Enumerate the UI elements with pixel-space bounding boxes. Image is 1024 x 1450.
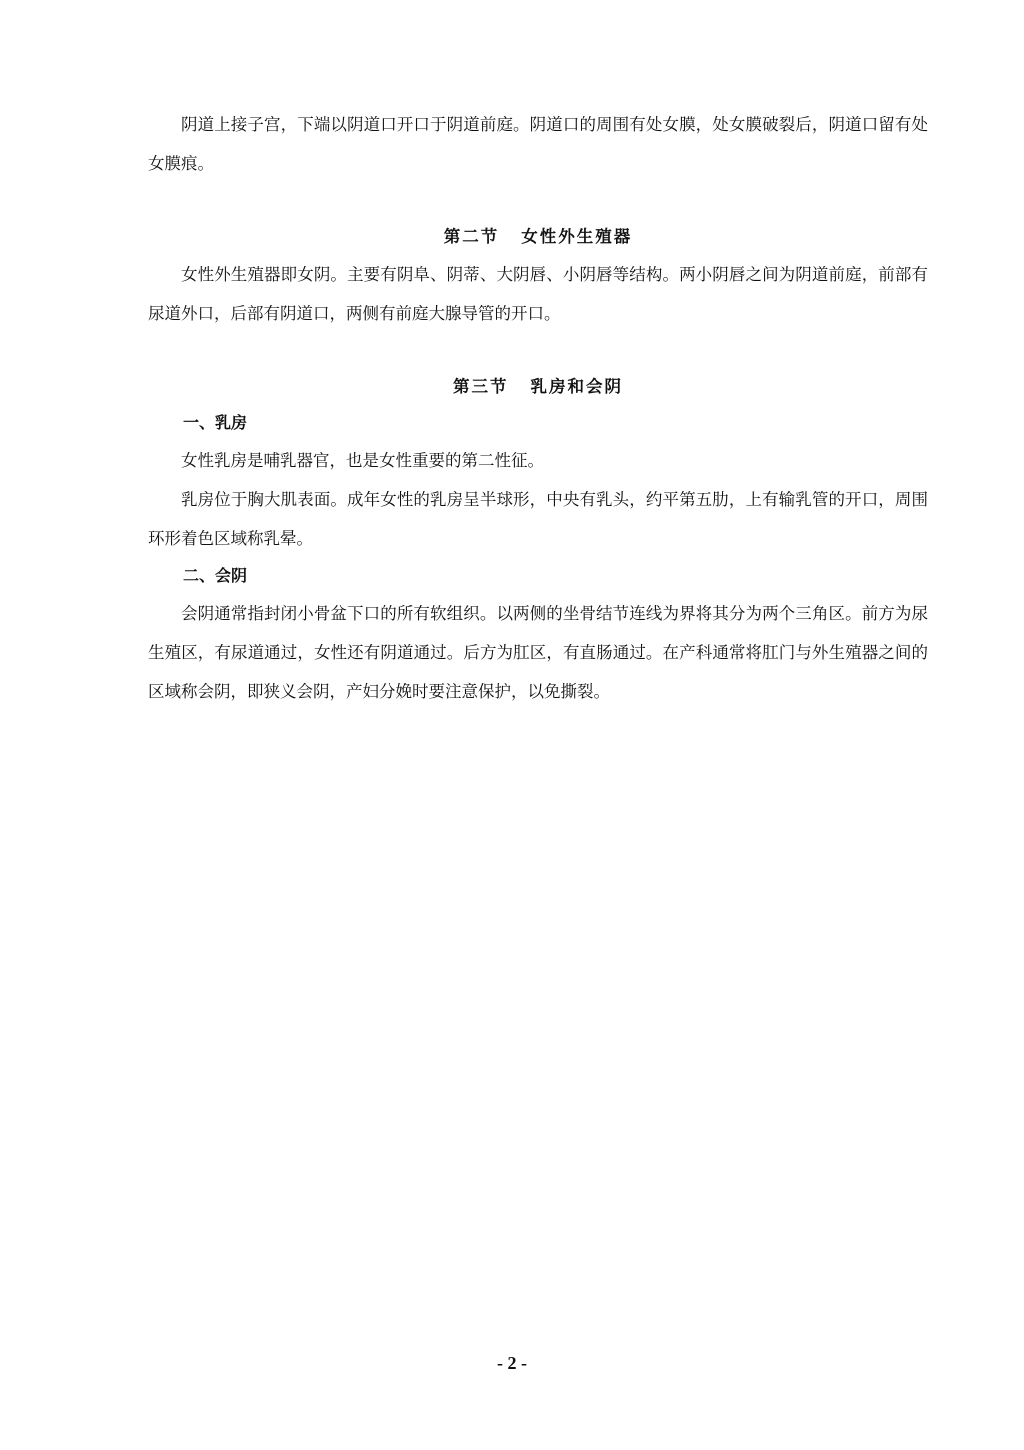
paragraph-external-genitalia: 女性外生殖器即女阴。主要有阴阜、阴蒂、大阴唇、小阴唇等结构。两小阴唇之间为阴道前庭，前部有尿道外口，后部有阴道口，两侧有前庭大腺导管的开口。	[148, 265, 928, 323]
document-page	[148, 105, 928, 711]
section-number: 第二节	[443, 227, 500, 246]
subheading-breast: 一、乳房	[183, 413, 248, 432]
paragraph-perineum: 会阴通常指封闭小骨盆下口的所有软组织。以两侧的坐骨结节连线为界将其分为两个三角区。前方为尿生殖区，有尿道通过，女性还有阴道通过。后方为肛区，有直肠通过。在产科通常将肛门与外生殖器之间的区域称会阴，即狭义会阴，产妇分娩时要注意保护，以免撕裂。	[148, 604, 928, 701]
page-number: - 2 -	[497, 1353, 527, 1373]
paragraph-vagina: 阴道上接子宫，下端以阴道口开口于阴道前庭。阴道口的周围有处女膜，处女膜破裂后，阴道口留有处女膜痕。	[148, 115, 928, 173]
section-title-breast-perineum	[148, 369, 928, 405]
paragraph-breast-intro: 女性乳房是哺乳器官，也是女性重要的第二性征。	[181, 451, 544, 470]
section-number: 第三节	[453, 377, 509, 396]
section-heading: 女性外生殖器	[521, 227, 633, 246]
section-title-external-genitalia	[148, 219, 928, 255]
paragraph-breast-anatomy: 乳房位于胸大肌表面。成年女性的乳房呈半球形，中央有乳头，约平第五肋，上有输乳管的开口，周围环形着色区域称乳晕。	[148, 490, 928, 548]
section-heading: 乳房和会阴	[530, 377, 623, 396]
subheading-perineum: 二、会阴	[183, 566, 248, 585]
